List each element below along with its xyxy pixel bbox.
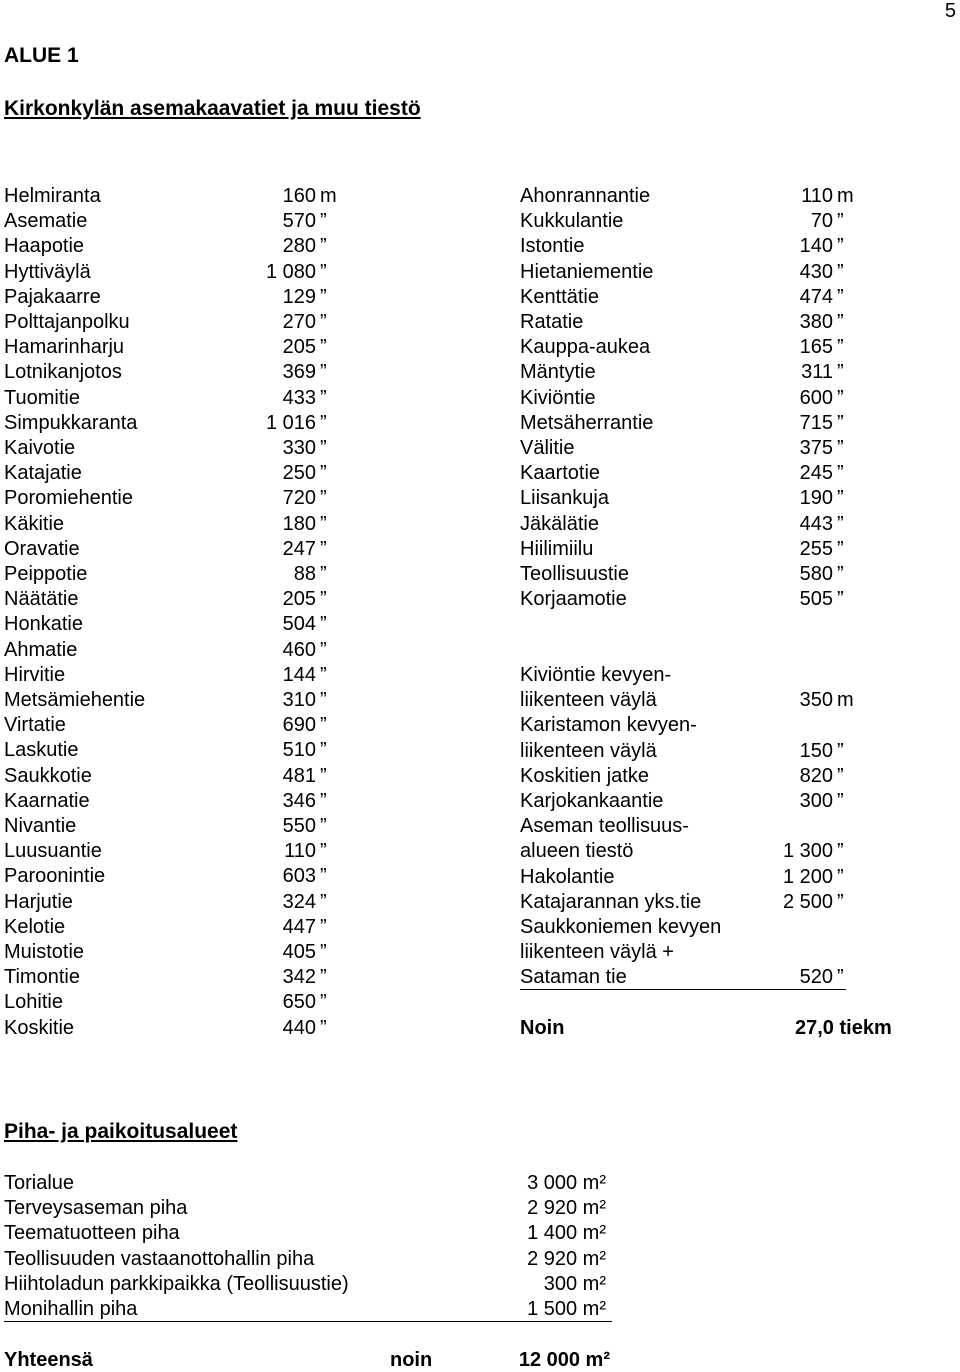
- parking-title: Piha- ja paikoitusalueet: [4, 1120, 238, 1143]
- road-length: 1 200: [782, 865, 833, 888]
- road-name: Haapotie: [4, 235, 85, 258]
- road-length: 405: [282, 941, 316, 963]
- road-unit: ”: [320, 991, 327, 1014]
- road-name: Ahmatie: [4, 638, 78, 661]
- road-name: Tuomitie: [4, 386, 80, 409]
- parking-name: Teollisuuden vastaanottohallin piha: [4, 1247, 315, 1270]
- road-name: Kiviöntie kevyen-: [520, 664, 672, 686]
- road-name: Hyttiväylä: [4, 260, 91, 283]
- road-name: liikenteen väylä: [520, 689, 657, 712]
- road-length: 311: [801, 361, 833, 384]
- road-length: 245: [799, 462, 833, 485]
- road-name: Katajarannan yks.tie: [520, 890, 702, 913]
- road-length: 580: [799, 563, 833, 585]
- road-unit: ”: [320, 235, 327, 258]
- road-name: Kiviöntie: [520, 386, 596, 409]
- road-unit: ”: [837, 361, 844, 384]
- road-name: Saukkotie: [4, 764, 92, 787]
- parking-sum-underline: [4, 1321, 612, 1322]
- road-unit: ”: [837, 890, 844, 913]
- road-length: 150: [799, 739, 833, 762]
- road-name: Jäkälätie: [520, 512, 599, 535]
- road-name: Polttajanpolku: [4, 311, 130, 333]
- area-title: ALUE 1: [4, 44, 79, 67]
- road-length: 1 080: [265, 260, 316, 283]
- road-length: 570: [282, 210, 316, 233]
- road-unit: ”: [837, 260, 844, 283]
- road-name: Kaivotie: [4, 437, 76, 459]
- road-unit: ”: [320, 714, 327, 737]
- road-unit: ”: [837, 285, 844, 308]
- road-name: Koskitien jatke: [520, 764, 649, 787]
- road-length: 70: [810, 210, 833, 233]
- road-length: 690: [282, 714, 316, 737]
- parking-area: 3 000 m²: [527, 1172, 606, 1194]
- road-length: 88: [293, 563, 316, 585]
- road-length: 505: [799, 588, 833, 611]
- road-unit: ”: [320, 563, 327, 585]
- road-length: 380: [799, 311, 833, 333]
- road-length: 520: [799, 966, 833, 988]
- road-unit: m: [320, 185, 337, 207]
- road-unit: ”: [320, 966, 327, 989]
- road-unit: ”: [320, 1016, 327, 1039]
- road-unit: ”: [320, 638, 327, 661]
- road-length: 2 500: [782, 890, 833, 913]
- road-unit: ”: [320, 512, 327, 535]
- road-length: 504: [282, 613, 316, 636]
- road-unit: ”: [320, 336, 327, 359]
- road-length: 550: [282, 815, 316, 837]
- parking-area: 2 920 m²: [527, 1247, 606, 1270]
- road-unit: ”: [320, 764, 327, 787]
- parking-name: Monihallin piha: [4, 1298, 138, 1320]
- parking-area: 1 500 m²: [527, 1298, 606, 1320]
- road-name: Kauppa-aukea: [520, 336, 651, 359]
- parking-area: 300 m²: [543, 1272, 606, 1295]
- road-name: Peippotie: [4, 563, 88, 585]
- road-name: Kenttätie: [520, 285, 599, 308]
- road-length: 129: [282, 285, 316, 308]
- road-unit: ”: [320, 462, 327, 485]
- road-length: 1 300: [782, 840, 833, 863]
- road-name: Paroonintie: [4, 865, 106, 888]
- road-length: 460: [282, 638, 316, 661]
- total-value: 27,0 tiekm: [795, 1017, 892, 1039]
- road-length: 474: [799, 285, 833, 308]
- road-name: liikenteen väylä: [520, 739, 657, 762]
- parking-total-label: Yhteensä: [4, 1349, 93, 1371]
- road-unit: ”: [837, 235, 844, 258]
- road-unit: ”: [837, 210, 844, 233]
- road-unit: ”: [837, 437, 844, 459]
- road-length: 510: [282, 739, 316, 762]
- parking-area: 2 920 m²: [527, 1197, 606, 1220]
- road-length: 300: [799, 790, 833, 812]
- road-unit: ”: [837, 764, 844, 787]
- road-length: 180: [282, 512, 316, 535]
- road-name: alueen tiestö: [520, 840, 634, 863]
- road-name: Helmiranta: [4, 185, 101, 207]
- road-length: 110: [801, 185, 833, 207]
- parking-name: Teematuotteen piha: [4, 1222, 180, 1245]
- road-name: Aseman teollisuus-: [520, 815, 689, 838]
- parking-area: 1 400 m²: [527, 1222, 606, 1245]
- road-name: Oravatie: [4, 537, 80, 560]
- road-length: 342: [282, 966, 316, 989]
- parking-name: Torialue: [4, 1172, 75, 1194]
- road-unit: ”: [837, 865, 844, 888]
- road-length: 440: [282, 1016, 316, 1039]
- road-name: liikenteen väylä +: [520, 941, 674, 963]
- parking-name: Terveysaseman piha: [4, 1197, 188, 1220]
- road-unit: ”: [837, 487, 844, 510]
- road-length: 1 016: [265, 411, 316, 434]
- road-length: 330: [282, 437, 316, 459]
- road-name: Asematie: [4, 210, 88, 233]
- road-length: 165: [799, 336, 833, 359]
- road-length: 369: [282, 361, 316, 384]
- road-length: 650: [282, 991, 316, 1014]
- road-unit: ”: [837, 840, 844, 863]
- road-length: 603: [282, 865, 316, 888]
- section-title: Kirkonkylän asemakaavatiet ja muu tiestö: [4, 97, 421, 120]
- road-name: Luusuantie: [4, 840, 102, 863]
- road-length: 144: [282, 663, 316, 686]
- road-length: 375: [799, 437, 833, 459]
- road-length: 350: [799, 689, 833, 712]
- road-name: Teollisuustie: [520, 563, 629, 585]
- road-name: Pajakaarre: [4, 285, 101, 308]
- road-unit: ”: [837, 311, 844, 333]
- road-name: Metsämiehentie: [4, 689, 146, 711]
- road-unit: ”: [320, 915, 327, 938]
- road-name: Muistotie: [4, 941, 85, 963]
- road-unit: ”: [837, 462, 844, 485]
- road-name: Korjaamotie: [520, 588, 627, 611]
- road-name: Lotnikanjotos: [4, 361, 122, 384]
- road-name: Virtatie: [4, 714, 66, 737]
- road-unit: ”: [320, 941, 327, 963]
- road-length: 324: [282, 890, 316, 913]
- road-name: Sataman tie: [520, 966, 627, 988]
- road-length: 715: [799, 411, 833, 434]
- road-unit: ”: [320, 588, 327, 611]
- road-unit: ”: [320, 689, 327, 711]
- road-name: Välitie: [520, 437, 575, 459]
- road-name: Karistamon kevyen-: [520, 714, 697, 737]
- road-unit: ”: [320, 815, 327, 837]
- road-unit: ”: [837, 790, 844, 812]
- road-name: Karjokankaantie: [520, 790, 664, 812]
- road-unit: ”: [320, 260, 327, 283]
- road-name: Istontie: [520, 235, 585, 258]
- road-unit: ”: [320, 890, 327, 913]
- road-name: Honkatie: [4, 613, 83, 636]
- road-unit: ”: [320, 285, 327, 308]
- road-length: 280: [282, 235, 316, 258]
- road-name: Laskutie: [4, 739, 79, 762]
- road-name: Simpukkaranta: [4, 411, 138, 434]
- road-length: 820: [799, 764, 833, 787]
- road-unit: ”: [837, 966, 844, 988]
- road-length: 190: [799, 487, 833, 510]
- road-unit: ”: [320, 411, 327, 434]
- road-name: Hamarinharju: [4, 336, 125, 359]
- road-name: Hakolantie: [520, 865, 615, 888]
- road-length: 255: [799, 537, 833, 560]
- road-name: Hiilimiilu: [520, 537, 594, 560]
- road-length: 447: [282, 915, 316, 938]
- road-length: 433: [282, 386, 316, 409]
- road-unit: ”: [320, 613, 327, 636]
- road-unit: ”: [320, 865, 327, 888]
- road-unit: ”: [320, 789, 327, 812]
- road-name: Hirvitie: [4, 663, 66, 686]
- road-length: 270: [282, 311, 316, 333]
- road-length: 110: [284, 840, 316, 863]
- road-unit: m: [837, 185, 854, 207]
- road-name: Hietaniementie: [520, 260, 654, 283]
- road-name: Katajatie: [4, 462, 82, 485]
- road-name: Poromiehentie: [4, 487, 133, 510]
- road-name: Ratatie: [520, 311, 584, 333]
- road-unit: ”: [837, 411, 844, 434]
- road-length: 481: [282, 764, 316, 787]
- parking-total-approx: noin: [390, 1349, 433, 1371]
- road-name: Nivantie: [4, 815, 77, 837]
- road-unit: ”: [320, 840, 327, 863]
- parking-name: Hiihtoladun parkkipaikka (Teollisuustie): [4, 1272, 349, 1295]
- road-unit: ”: [320, 386, 327, 409]
- road-unit: ”: [837, 537, 844, 560]
- road-length: 205: [282, 588, 316, 611]
- road-unit: ”: [320, 487, 327, 510]
- page-number: 5: [944, 0, 956, 22]
- road-name: Metsäherrantie: [520, 411, 654, 434]
- road-name: Kukkulantie: [520, 210, 624, 233]
- road-unit: ”: [837, 588, 844, 611]
- road-name: Käkitie: [4, 512, 65, 535]
- road-name: Kaartotie: [520, 462, 601, 485]
- road-unit: ”: [837, 336, 844, 359]
- road-name: Kelotie: [4, 915, 66, 938]
- road-unit: ”: [320, 311, 327, 333]
- road-unit: ”: [320, 663, 327, 686]
- road-unit: ”: [320, 537, 327, 560]
- road-name: Kaarnatie: [4, 789, 90, 812]
- road-unit: ”: [837, 739, 844, 762]
- road-name: Lohitie: [4, 991, 63, 1014]
- road-name: Näätätie: [4, 588, 79, 611]
- road-name: Koskitie: [4, 1016, 75, 1039]
- road-unit: ”: [320, 361, 327, 384]
- road-length: 346: [282, 789, 316, 812]
- road-unit: ”: [837, 512, 844, 535]
- road-length: 600: [799, 386, 833, 409]
- road-name: Timontie: [4, 966, 80, 989]
- road-unit: ”: [320, 210, 327, 233]
- road-length: 205: [282, 336, 316, 359]
- sum-underline: [520, 989, 846, 990]
- road-length: 430: [799, 260, 833, 283]
- parking-total-value: 12 000 m²: [518, 1349, 610, 1371]
- road-name: Ahonrannantie: [520, 185, 651, 207]
- total-label: Noin: [520, 1017, 565, 1039]
- road-length: 250: [282, 462, 316, 485]
- road-unit: ”: [837, 563, 844, 585]
- road-length: 247: [282, 537, 316, 560]
- road-unit: ”: [837, 386, 844, 409]
- road-unit: m: [837, 689, 854, 712]
- road-length: 720: [282, 487, 316, 510]
- road-unit: ”: [320, 739, 327, 762]
- road-unit: ”: [320, 437, 327, 459]
- road-name: Liisankuja: [520, 487, 609, 510]
- road-name: Saukkoniemen kevyen: [520, 916, 722, 938]
- road-length: 310: [282, 689, 316, 711]
- road-length: 443: [799, 512, 833, 535]
- road-name: Mäntytie: [520, 361, 596, 384]
- road-length: 160: [282, 185, 316, 207]
- road-length: 140: [799, 235, 833, 258]
- road-name: Harjutie: [4, 890, 73, 913]
